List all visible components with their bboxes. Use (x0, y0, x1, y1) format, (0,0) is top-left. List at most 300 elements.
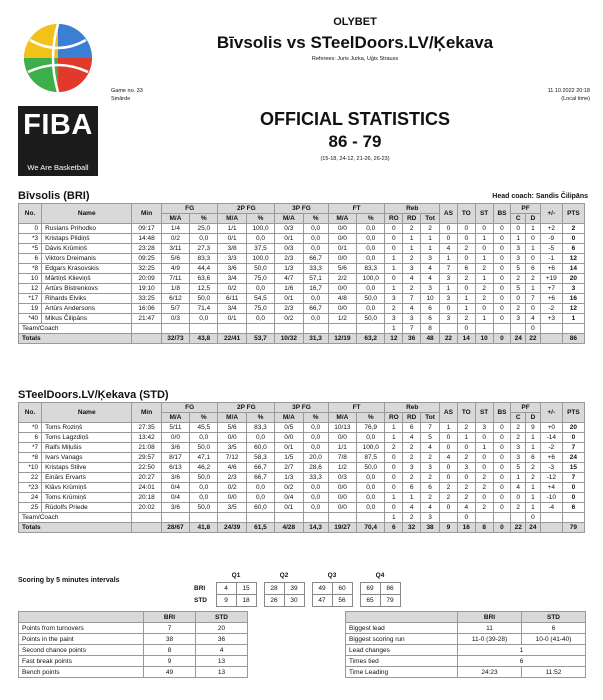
interval-score: 69 (360, 582, 380, 594)
match-title: Bīvsolis vs STeelDoors.LV/Ķekava (216, 33, 494, 52)
col-header-c: C (511, 413, 526, 423)
player-row (19, 423, 585, 433)
stat-cell: 3/6 (161, 443, 189, 453)
stat-cell: 3 (511, 314, 526, 324)
stat-cell: 0 (511, 294, 526, 304)
stat-cell: 20:18 (132, 493, 161, 503)
venue: Smārde (111, 96, 131, 102)
stat-cell: 0 (385, 483, 403, 493)
summary-row (346, 634, 586, 645)
stat-cell: 100,0 (246, 254, 274, 264)
stat-cell: 0/3 (161, 314, 189, 324)
stat-cell: 0,0 (357, 284, 385, 294)
stat-cell: 0,0 (357, 503, 385, 513)
team-coach-label: Team/Coach (19, 324, 132, 334)
stat-cell: 1 (526, 244, 541, 254)
stat-cell: 0/0 (328, 503, 356, 513)
stat-cell: 5 (511, 264, 526, 274)
total-cell: 31,3 (303, 334, 328, 344)
total-cell: 22 (526, 334, 541, 344)
stat-cell: 2 (511, 304, 526, 314)
col-header-no: No. (19, 403, 42, 423)
col-header-percent: % (357, 214, 385, 224)
stat-cell: 0/0 (328, 224, 356, 234)
stat-cell: 8 (421, 324, 440, 334)
team-coach-row (19, 324, 585, 334)
stat-cell: 0,0 (303, 234, 328, 244)
stat-cell (540, 513, 562, 523)
stat-cell: *8 (19, 264, 42, 274)
stat-cell: 1 (475, 314, 493, 324)
col-header-2pfg: 2P FG (218, 403, 275, 413)
stat-cell: 0,0 (303, 314, 328, 324)
stat-cell: 0/2 (218, 483, 246, 493)
stat-cell: 12 (562, 304, 584, 314)
stat-cell: 0 (493, 423, 511, 433)
stat-cell: 0,0 (357, 234, 385, 244)
stat-cell: 0/1 (218, 314, 246, 324)
quarter-label: Q1 (231, 572, 241, 580)
col-header-bs: BS (493, 204, 511, 224)
summary-row (346, 645, 586, 656)
player-name: Viktors Dreimanis (42, 254, 132, 264)
stat-cell: 2/3 (275, 304, 303, 314)
stat-cell: 1 (526, 443, 541, 453)
stat-cell: 2 (475, 473, 493, 483)
team1-title: Bīvsolis (BRI) (18, 190, 90, 202)
stat-cell: 2 (475, 483, 493, 493)
stat-cell: 0/0 (328, 304, 356, 314)
col-header-d: D (526, 214, 541, 224)
stat-cell: 0,0 (357, 483, 385, 493)
stat-cell: 0,0 (246, 234, 274, 244)
stat-cell: 0 (493, 473, 511, 483)
stat-cell: 0/4 (275, 493, 303, 503)
totals-label: Totals (19, 523, 132, 533)
stat-cell: 2/7 (275, 463, 303, 473)
stat-cell: 1 (385, 284, 403, 294)
stat-cell: 0/0 (328, 234, 356, 244)
stat-cell: 1/1 (328, 443, 356, 453)
stat-cell: 50,0 (357, 463, 385, 473)
stat-cell: 3/6 (161, 473, 189, 483)
summary-value: 38 (144, 634, 196, 645)
stat-cell: 0 (493, 304, 511, 314)
stat-cell: 1 (526, 483, 541, 493)
stat-cell: 5 (511, 284, 526, 294)
col-header-min: Min (132, 204, 161, 224)
stat-cell: 3 (511, 244, 526, 254)
stat-cell: 6 (403, 483, 421, 493)
stat-cell: 28,6 (303, 463, 328, 473)
stat-cell: 3/4 (218, 274, 246, 284)
col-header-rd: RD (403, 214, 421, 224)
stat-cell: 33,3 (303, 264, 328, 274)
col-header-as: AS (440, 403, 458, 423)
stat-cell: 0/3 (275, 244, 303, 254)
col-header-bs: BS (493, 403, 511, 423)
stat-cell: 0,0 (303, 294, 328, 304)
player-row (19, 264, 585, 274)
summary-value: 36 (196, 634, 248, 645)
stat-cell: 100,0 (357, 443, 385, 453)
stat-cell: 2 (526, 473, 541, 483)
stat-cell: 54,5 (246, 294, 274, 304)
stat-cell: 0/2 (275, 314, 303, 324)
stat-cell: 0,0 (357, 224, 385, 234)
stat-cell: 16 (562, 294, 584, 304)
col-header-made-attempted: M/A (328, 413, 356, 423)
stat-cell: 0 (440, 463, 458, 473)
stat-cell: 0 (493, 463, 511, 473)
stat-cell: 0,0 (357, 473, 385, 483)
stat-cell: 50,0 (246, 264, 274, 274)
stat-cell: 12 (562, 254, 584, 264)
stat-cell: 0/2 (275, 483, 303, 493)
stat-cell: 33,3 (303, 473, 328, 483)
intervals-table (194, 570, 401, 607)
col-header-2pfg: 2P FG (218, 204, 275, 214)
stat-cell: 63,6 (190, 274, 218, 284)
stat-cell: 0 (385, 224, 403, 234)
col-header-as: AS (440, 204, 458, 224)
stat-cell: 3 (457, 463, 475, 473)
stat-cell: 1 (403, 234, 421, 244)
stat-cell: 100,0 (357, 274, 385, 284)
local-time-note: (Local time) (561, 96, 590, 102)
stat-cell: 1 (511, 234, 526, 244)
stat-cell: 3/3 (218, 254, 246, 264)
stat-cell: 0 (475, 244, 493, 254)
col-header-percent: % (190, 214, 218, 224)
fiba-logo (18, 10, 98, 176)
totals-label: Totals (19, 334, 132, 344)
stat-cell: 20 (562, 274, 584, 284)
stat-cell: 0 (493, 284, 511, 294)
stat-cell: 1 (457, 433, 475, 443)
total-cell: 32 (403, 523, 421, 533)
player-row (19, 234, 585, 244)
col-header-plusminus: +/- (540, 204, 562, 224)
stat-cell: 0 (385, 274, 403, 284)
total-cell: 14 (457, 334, 475, 344)
player-row (19, 433, 585, 443)
stat-cell (303, 324, 328, 334)
total-cell: 12 (385, 334, 403, 344)
summary-header-team: STD (196, 612, 248, 623)
stat-cell: 2 (511, 433, 526, 443)
stat-cell: 1/8 (161, 284, 189, 294)
stat-cell: 1 (385, 324, 403, 334)
stat-cell: 2 (475, 284, 493, 294)
col-header-percent: % (246, 214, 274, 224)
stat-cell: 76,9 (357, 423, 385, 433)
stat-cell: 23:28 (132, 244, 161, 254)
stat-cell: 6/11 (218, 294, 246, 304)
stat-cell: 3/5 (218, 503, 246, 513)
stat-cell: 1 (385, 254, 403, 264)
stat-cell: 0 (511, 493, 526, 503)
total-cell: 0 (493, 334, 511, 344)
stat-cell: 6 (19, 433, 42, 443)
stat-cell: 0,0 (190, 493, 218, 503)
table-header-row (19, 204, 585, 214)
stat-cell: 3 (511, 453, 526, 463)
stat-cell: 2 (421, 493, 440, 503)
stat-cell: 5/7 (161, 304, 189, 314)
stat-cell: 4/9 (161, 264, 189, 274)
stat-cell: 1 (526, 503, 541, 513)
stat-cell: 3 (440, 294, 458, 304)
summary-header-blank (19, 612, 144, 623)
player-row (19, 493, 585, 503)
stat-cell: 2 (457, 244, 475, 254)
player-name: Klāvs Krūmiņš (42, 483, 132, 493)
stat-cell: 7 (403, 294, 421, 304)
col-header-to: TO (457, 403, 475, 423)
stat-cell: 0 (440, 503, 458, 513)
col-header-made-attempted: M/A (275, 214, 303, 224)
intervals-row-std (194, 594, 400, 606)
col-header-percent: % (357, 413, 385, 423)
stat-cell: 0,0 (357, 304, 385, 314)
stat-cell (161, 324, 189, 334)
total-cell: 22 (511, 523, 526, 533)
stat-cell: 1 (475, 234, 493, 244)
stat-cell: 6/13 (161, 463, 189, 473)
quarter-label: Q2 (279, 572, 289, 580)
stat-cell: *3 (19, 234, 42, 244)
stat-cell: 0 (526, 513, 541, 523)
player-row (19, 294, 585, 304)
stat-cell: 50,0 (190, 294, 218, 304)
stat-cell: +4 (540, 483, 562, 493)
stat-cell: 15 (562, 463, 584, 473)
total-cell: 24 (511, 334, 526, 344)
spacer (304, 594, 312, 606)
stat-cell: 09:17 (132, 224, 161, 234)
stat-cell: 0 (440, 443, 458, 453)
col-header-reb: Reb (385, 204, 440, 214)
stat-cell: 0/4 (161, 483, 189, 493)
stat-cell: 0 (440, 473, 458, 483)
stat-cell (493, 324, 511, 334)
stat-cell: 0/1 (218, 234, 246, 244)
stat-cell: -4 (540, 503, 562, 513)
stat-cell (440, 324, 458, 334)
stat-cell: 22:50 (132, 463, 161, 473)
col-header-name: Name (42, 204, 132, 224)
stat-cell: 6 (526, 453, 541, 463)
stat-cell: +6 (540, 264, 562, 274)
stat-cell: 3 (385, 314, 403, 324)
stat-cell: 6 (19, 254, 42, 264)
spacer (256, 582, 264, 594)
stat-cell: 0 (493, 314, 511, 324)
total-cell: 10 (475, 334, 493, 344)
stat-cell: 0 (493, 264, 511, 274)
stat-cell: 1/6 (275, 284, 303, 294)
stat-cell: 47,1 (190, 453, 218, 463)
stat-cell: 0 (562, 483, 584, 493)
player-name: Artūrs Bistrenkovs (42, 284, 132, 294)
stat-cell: 2 (475, 294, 493, 304)
summary-header-row (19, 612, 248, 623)
stat-cell: 4 (457, 503, 475, 513)
stat-cell: 50,0 (190, 503, 218, 513)
summary-value: 11 (458, 623, 522, 634)
stat-cell: 0,0 (246, 483, 274, 493)
stat-cell: -1 (540, 254, 562, 264)
stat-cell: 0/0 (328, 483, 356, 493)
total-cell: 12/19 (328, 334, 356, 344)
stat-cell: 46,2 (190, 463, 218, 473)
stat-cell: 5/6 (161, 254, 189, 264)
stat-cell: 0/0 (328, 493, 356, 503)
stat-cell: 3 (421, 284, 440, 294)
stat-cell: 0 (475, 304, 493, 314)
total-cell: 43,8 (190, 334, 218, 344)
stat-cell: -2 (540, 443, 562, 453)
intervals-row-bri (194, 582, 400, 594)
stat-cell: +6 (540, 294, 562, 304)
interval-score: 4 (216, 582, 236, 594)
stat-cell: 2 (403, 284, 421, 294)
stat-cell: *0 (19, 423, 42, 433)
interval-score: 47 (312, 594, 332, 606)
total-cell: 32/73 (161, 334, 189, 344)
stat-cell (562, 513, 584, 523)
col-header-pf: PF (511, 403, 540, 413)
stat-cell: 1 (511, 473, 526, 483)
player-name: Rūdolfs Priede (42, 503, 132, 513)
stat-cell: 0/0 (328, 284, 356, 294)
stat-cell: 0 (385, 503, 403, 513)
total-cell: 14,3 (303, 523, 328, 533)
stat-cell: 3/6 (218, 264, 246, 274)
col-header-fg: FG (161, 403, 218, 413)
stat-cell: 1/3 (275, 473, 303, 483)
total-cell: 9 (440, 523, 458, 533)
stat-cell: 1 (385, 423, 403, 433)
stat-cell: 20 (562, 423, 584, 433)
intervals-label: Scoring by 5 minutes intervals (18, 577, 120, 584)
stat-cell (440, 513, 458, 523)
stat-cell: 8/17 (161, 453, 189, 463)
stat-cell: 21:47 (132, 314, 161, 324)
stat-cell: 14:48 (132, 234, 161, 244)
stat-cell: 4/7 (275, 274, 303, 284)
stat-cell: 2 (421, 453, 440, 463)
stat-cell: 24:01 (132, 483, 161, 493)
stat-cell: 4 (421, 503, 440, 513)
stat-cell (218, 513, 246, 523)
col-header-fg: FG (161, 204, 218, 214)
stat-cell: 0,0 (357, 433, 385, 443)
stat-cell (511, 513, 526, 523)
summary-row (346, 667, 586, 678)
summary-label: Biggest scoring run (346, 634, 458, 645)
stat-cell: 22 (19, 473, 42, 483)
stat-cell: 0 (562, 433, 584, 443)
stat-cell: 0 (526, 254, 541, 264)
stat-cell: 45,5 (190, 423, 218, 433)
stat-cell: 0 (457, 324, 475, 334)
stat-cell: 1 (421, 244, 440, 254)
stat-cell: 3 (403, 264, 421, 274)
stat-cell: 0 (562, 493, 584, 503)
stat-cell: 0/2 (161, 234, 189, 244)
summary-row (19, 656, 248, 667)
stat-cell: 0 (440, 234, 458, 244)
stat-cell: 0 (493, 274, 511, 284)
stat-cell: 3 (511, 443, 526, 453)
summary-value: 8 (144, 645, 196, 656)
stat-cell: 1 (526, 284, 541, 294)
stat-cell: 87,5 (357, 453, 385, 463)
stat-cell: 0 (475, 224, 493, 234)
stat-cell: 0,0 (190, 483, 218, 493)
stat-cell: 2 (440, 493, 458, 503)
stat-cell: 10 (421, 294, 440, 304)
stat-cell: 29:57 (132, 453, 161, 463)
player-row (19, 304, 585, 314)
spacer (256, 594, 264, 606)
stat-cell: 27:35 (132, 423, 161, 433)
stat-cell: 0 (385, 453, 403, 463)
stat-cell: 0 (440, 304, 458, 314)
stat-cell: 0 (493, 234, 511, 244)
stat-cell: 0/0 (218, 433, 246, 443)
stat-cell: 5/6 (328, 264, 356, 274)
stat-cell: 33:25 (132, 294, 161, 304)
col-header-rd: RD (403, 413, 421, 423)
team-coach-row (19, 513, 585, 523)
summary-row (19, 623, 248, 634)
stat-cell: 3/8 (218, 244, 246, 254)
summary-value: 24:23 (458, 667, 522, 678)
stat-cell (246, 513, 274, 523)
col-header-ro: RO (385, 413, 403, 423)
stat-cell: 1/1 (218, 224, 246, 234)
summary-label: Points from turnovers (19, 623, 144, 634)
stat-cell: 1 (526, 433, 541, 443)
player-name: Mikus Čilipāns (42, 314, 132, 324)
stat-cell: 9 (526, 423, 541, 433)
summary-label: Bench points (19, 667, 144, 678)
stat-cell: 0 (493, 433, 511, 443)
summary-row (19, 667, 248, 678)
game-info (111, 87, 143, 103)
stat-cell: 0 (475, 453, 493, 463)
stat-cell: 4 (403, 503, 421, 513)
stat-cell: 13:42 (132, 433, 161, 443)
stat-cell: 21:08 (132, 443, 161, 453)
col-header-percent: % (246, 413, 274, 423)
stat-cell: 5/6 (218, 423, 246, 433)
interval-score: 56 (332, 594, 352, 606)
summary-label: Times tied (346, 656, 458, 667)
stat-cell: 0 (19, 224, 42, 234)
stat-cell (132, 324, 161, 334)
stat-cell: 20:27 (132, 473, 161, 483)
stat-cell: 0 (493, 503, 511, 513)
col-header-pf: PF (511, 204, 540, 214)
stat-cell: 5 (511, 463, 526, 473)
stat-cell: 25 (19, 503, 42, 513)
team-abbr: BRI (194, 584, 206, 592)
player-name: Toms Krūmiņš (42, 493, 132, 503)
